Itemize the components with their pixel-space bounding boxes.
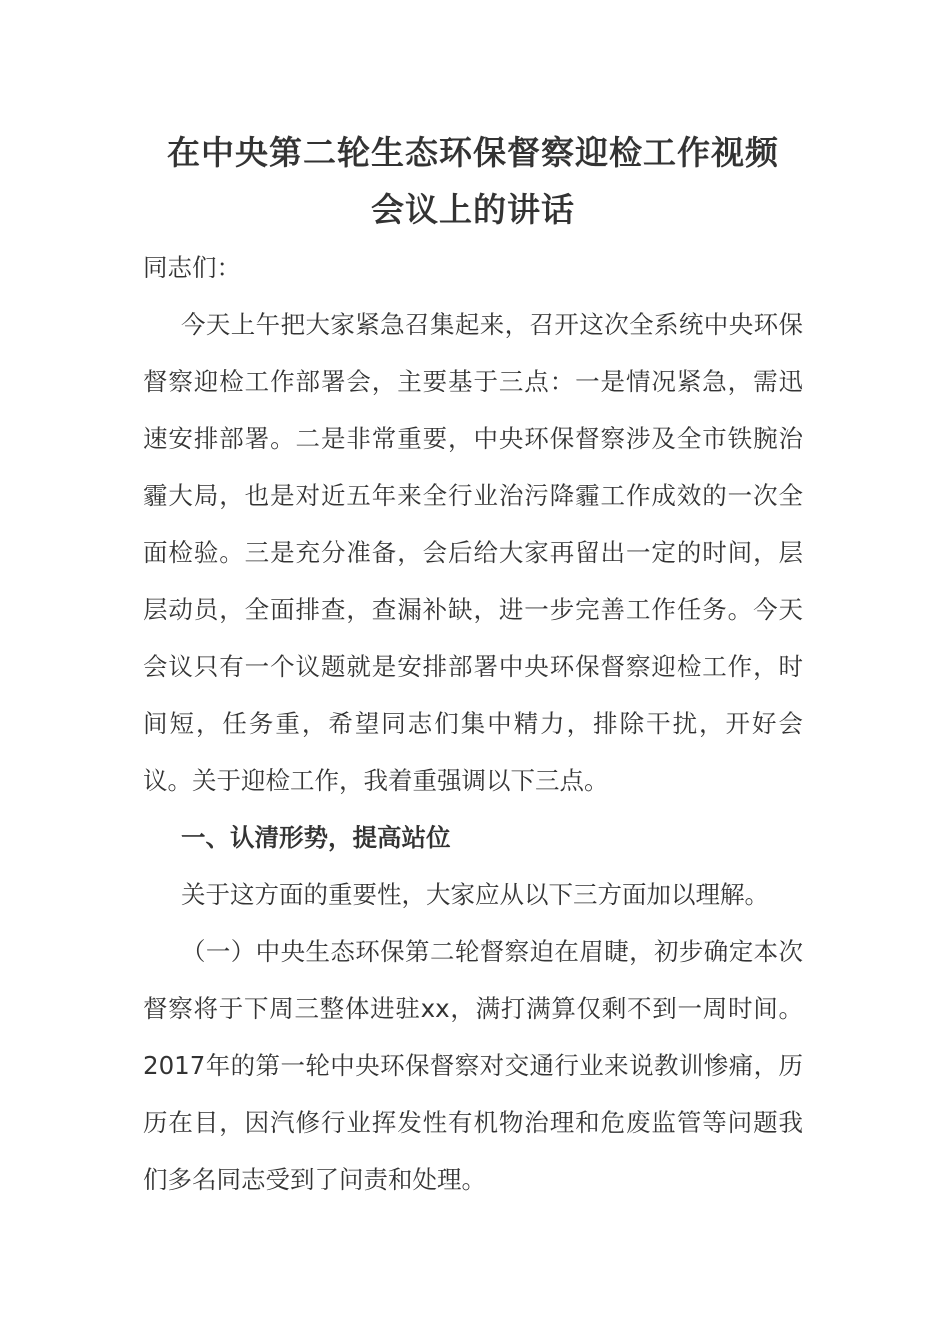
- opening-paragraph: 今天上午把大家紧急召集起来，召开这次全系统中央环保督察迎检工作部署会，主要基于三点：一是情况紧急，需迅速安排部署。二是非常重要，中央环保督察涉及全市铁腕治霾大局，也是对近五年来全行业治污降霾工作成效的一次全面检验。三是充分准备，会后给大家再留出一定的时间，层层动员，全面排查，查漏补缺，进一步完善工作任务。今天会议只有一个议题就是安排部署中央环保督察迎检工作，时间短，任务重，希望同志们集中精力，排除干扰，开好会议。关于迎检工作，我着重强调以下三点。: [143, 310, 803, 795]
- subsection-paragraph: （一）中央生态环保第二轮督察迫在眉睫，初步确定本次督察将于下周三整体进驻xx，满打满算仅剩不到一周时间。2017年的第一轮中央环保督察对交通行业来说教训惨痛，历历在目，因汽修行业挥发性有机物治理和危废监管等问题我们多名同志受到了问责和处理。: [143, 937, 803, 1194]
- document-title: [143, 124, 803, 238]
- greeting: 同志们：: [143, 253, 241, 282]
- title-line-1: 在中央第二轮生态环保督察迎检工作视频: [167, 133, 779, 172]
- title-line-2: 会议上的讲话: [371, 190, 575, 229]
- document-body: [143, 124, 803, 1208]
- section-intro-paragraph: 关于这方面的重要性，大家应从以下三方面加以理解。: [181, 880, 769, 909]
- section-heading: 一、认清形势，提高站位: [181, 823, 451, 852]
